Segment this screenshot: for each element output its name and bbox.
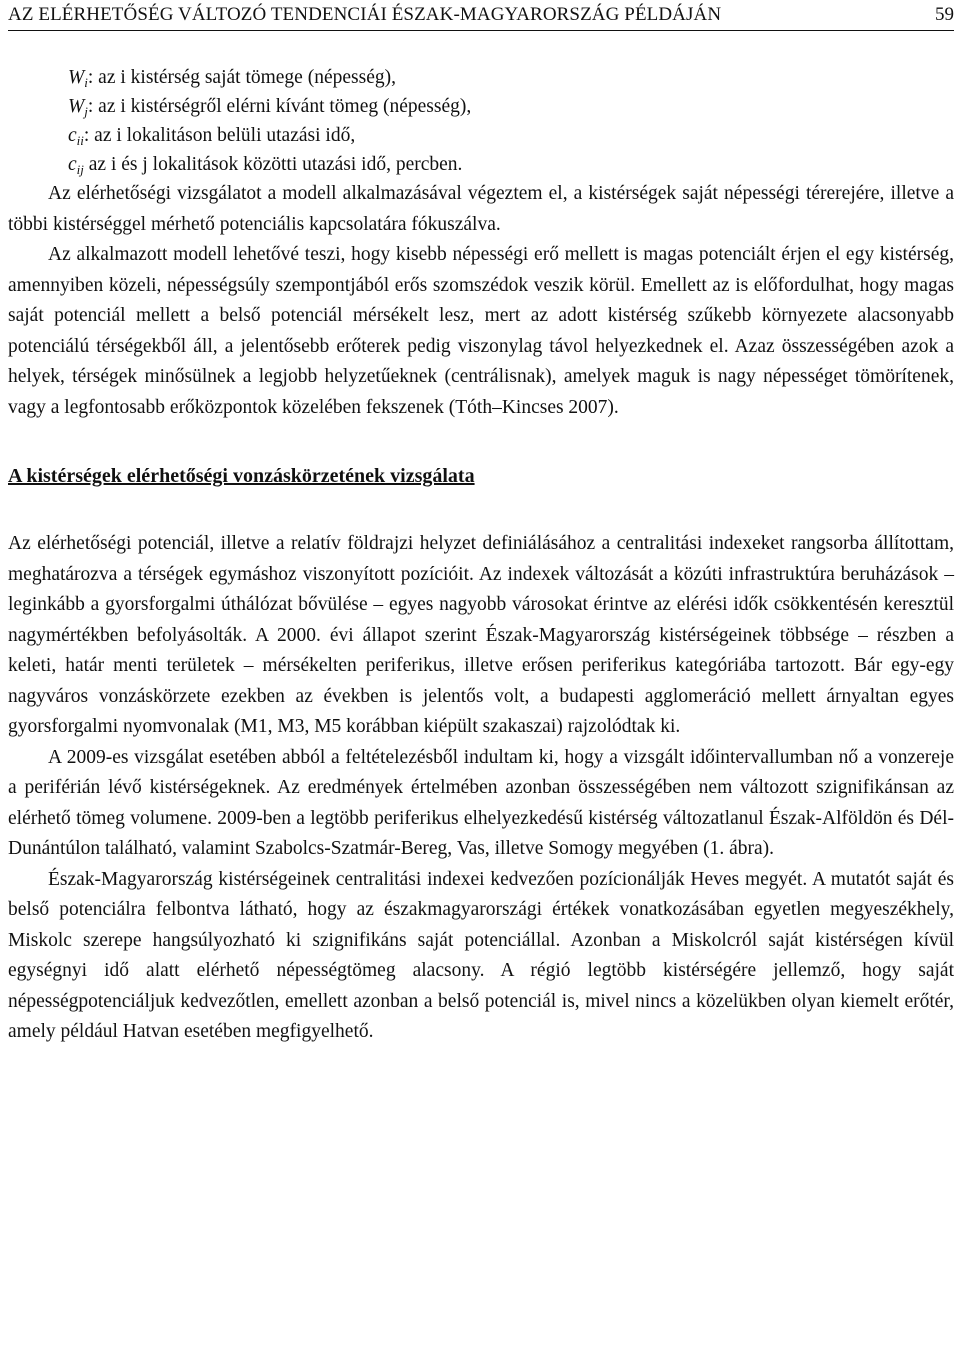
- definition-text: az i és j lokalitások közötti utazási idő, percben.: [83, 154, 463, 175]
- body-paragraph: Az alkalmazott modell lehetővé teszi, hogy kisebb népességi erő mellett is magas potenciált érjen el egy kistérség, amennyiben közeli, népességsúly szempontjából erős szomszédok veszik körül. Emellett az is előfordulhat, hogy magas saját potenciál mellett a belső potenciál mérsékelt lesz, mert az adott kistérség szűkebb környezete alacsonyabb potenciálú térségekből áll, a jelentősebb erőterek pedig viszonylag távol helyezkednek el. Azaz összességében azok a helyek, térségek minősülnek a legjobb helyzetűeknek (centrálisnak), amelyek maguk is nagy népességet tömörítenek, vagy a legfontosabb erőközpontok közelében fekszenek (Tóth–Kincses 2007).: [8, 244, 954, 418]
- definition-text: : az i kistérségről elérni kívánt tömeg (népesség),: [87, 96, 472, 117]
- definition-item: [68, 150, 954, 179]
- body-paragraph: A 2009-es vizsgálat esetében abból a feltételezésből indultam ki, hogy a vizsgált időintervallumban nő a vonzereje a periférián lévő kistérségeknek. Az eredmények értelmében azonban összességében nem változott szignifikánsan az elérhető tömeg volumene. 2009-ben a legtöbb periferikus elhelyezkedésű kistérség változatlanul Észak-Alföldön és Dél-Dunántúlon található, valamint Szabolcs-Szatmár-Bereg, Vas, illetve Somogy megyében (1. ábra).: [8, 746, 954, 859]
- document-page: [8, 0, 954, 1048]
- definition-symbol: c: [68, 154, 77, 175]
- definition-item: [68, 121, 954, 150]
- section-heading: A kistérségek elérhetőségi vonzáskörzetének vizsgálata: [8, 465, 475, 487]
- definition-subscript: i: [84, 75, 88, 90]
- definition-symbol: W: [68, 96, 85, 117]
- definition-subscript: ij: [76, 162, 84, 177]
- definition-subscript: j: [84, 104, 88, 119]
- running-header-title: AZ ELÉRHETŐSÉG VÁLTOZÓ TENDENCIÁI ÉSZAK-MAGYARORSZÁG PÉLDÁJÁN: [8, 4, 722, 25]
- definition-symbol: W: [68, 67, 85, 88]
- running-header: [8, 0, 954, 31]
- definition-text: : az i lokalitáson belüli utazási idő,: [83, 125, 356, 146]
- page-number: 59: [935, 4, 954, 25]
- body-paragraph: Az elérhetőségi potenciál, illetve a relatív földrajzi helyzet definiálásához a centralitási indexeket rangsorba állítottam, meghatározva a térségek egymáshoz viszonyított pozícióit. Az indexek változását a közúti infrastruktúra beruházások – leginkább a gyorsforgalmi úthálózat bővülése – egyes nagyobb városokat érintve az elérési idők csökkentésén keresztül nagymértékben befolyásolták. A 2000. évi állapot szerint Észak-Magyarország kistérségeinek többsége – részben a keleti, határ menti területek – mérsékelten periferikus, illetve erősen periferikus kategóriába tartozott. Bár egy-egy nagyváros vonzáskörzete ezekben az években is jelentős volt, a budapesti agglomeráció mellett árnyaltan egyes gyorsforgalmi nyomvonalak (M1, M3, M5 korábban kiépült szakaszai) rajzolódtak ki.: [8, 533, 954, 737]
- body-paragraph: Az elérhetőségi vizsgálatot a modell alkalmazásával végeztem el, a kistérségek saját népességi térerejére, illetve a többi kistérséggel mérhető potenciális kapcsolatára fókuszálva.: [8, 183, 954, 235]
- definition-item: [68, 92, 954, 121]
- definition-subscript: ii: [76, 133, 84, 148]
- definition-symbol: c: [68, 125, 77, 146]
- definition-item: [68, 63, 954, 92]
- body-paragraph: Észak-Magyarország kistérségeinek centralitási indexei kedvezően pozícionálják Heves megyét. A mutatót saját és belső potenciálra felbontva látható, hogy az északmagyarországi értékek vonatkozásában egyetlen megyeszékhely, Miskolc szerepe hangsúlyozható ki szignifikáns saját potenciállal. Azonban a Miskolcról saját kistérségen kívül egységnyi idő alatt elérhető népességtömeg alacsony. A régió legtöbb kistérségére jellemző, hogy saját népességpotenciáljuk kedvezőtlen, emellett azonban a belső potenciál is, mivel nincs a közelükben olyan kiemelt erőtér, amely például Hatvan esetében megfigyelhető.: [8, 868, 954, 1042]
- variable-definitions: [68, 63, 954, 179]
- definition-text: : az i kistérség saját tömege (népesség),: [87, 67, 396, 88]
